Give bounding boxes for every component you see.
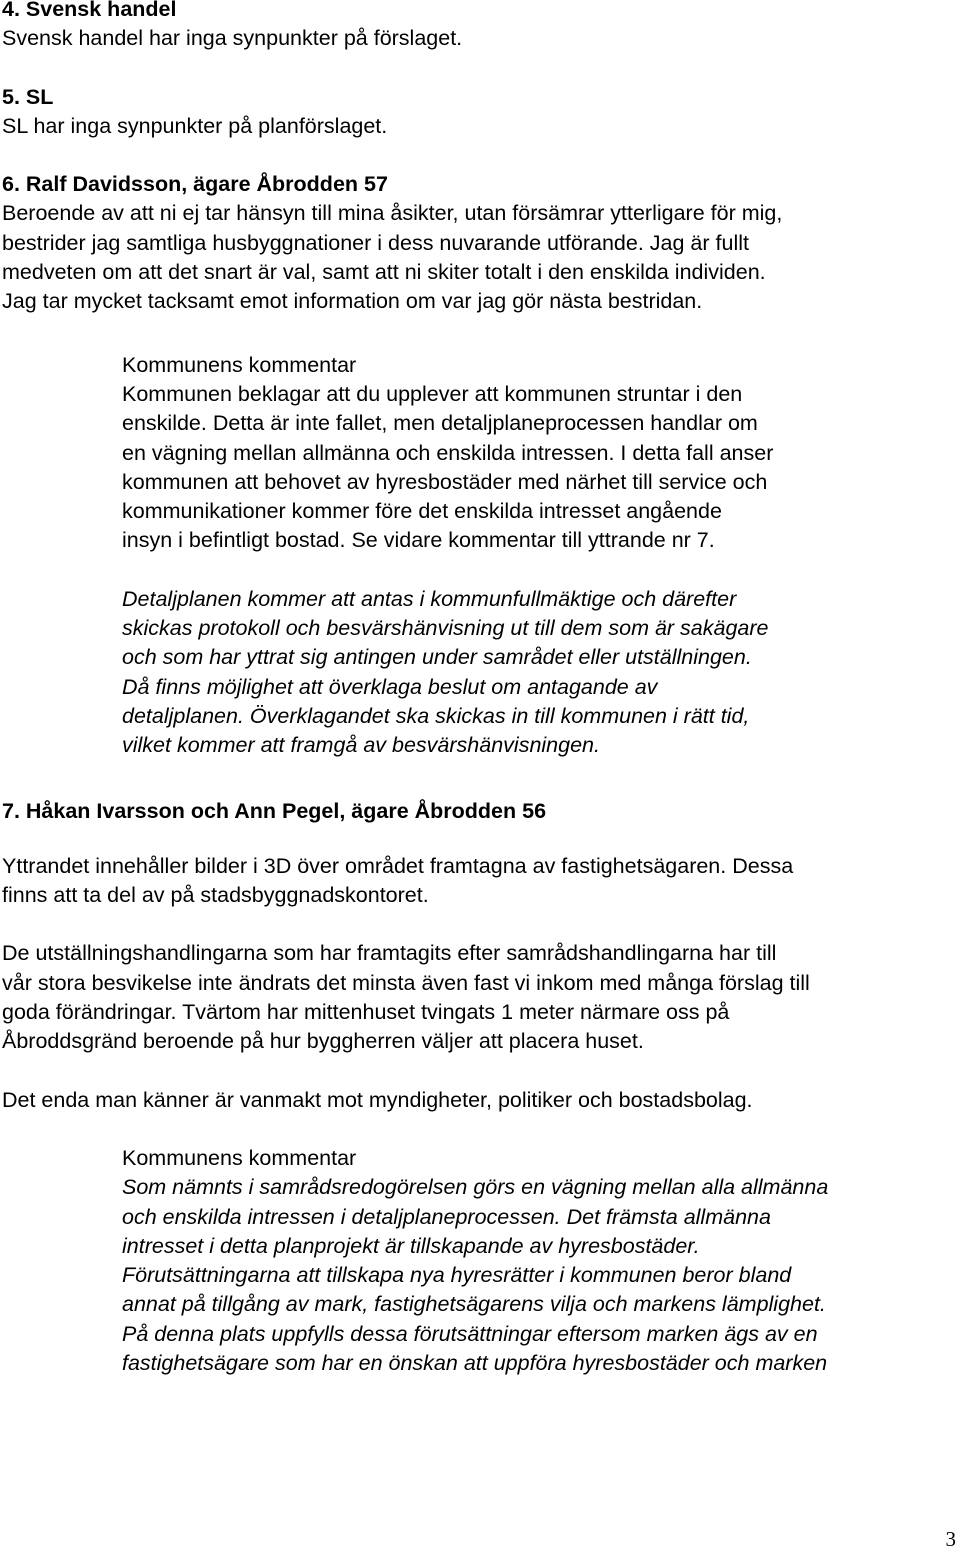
comment-line: kommunikationer kommer före det enskilda intresset angående — [122, 499, 722, 524]
page-number: 3 — [945, 1527, 956, 1551]
appeal-line: Detaljplanen kommer att antas i kommunfullmäktige och därefter — [122, 586, 737, 611]
statement-line: Yttrandet innehåller bilder i 3D över området framtagna av fastighetsägaren. Dessa — [2, 853, 794, 878]
comment-line: På denna plats uppfylls dessa förutsättningar eftersom marken ägs av en — [122, 1321, 818, 1346]
municipal-comment-6 — [122, 351, 958, 761]
comment-body — [122, 1173, 958, 1378]
statement-line: goda förändringar. Tvärtom har mittenhuset tvingats 1 meter närmare oss på — [2, 1000, 730, 1025]
statement-line: De utställningshandlingarna som har framtagits efter samrådshandlingarna har till — [2, 941, 777, 966]
comment-heading: Kommunens kommentar — [122, 352, 357, 377]
comment-line: Förutsättningarna att tillskapa nya hyresrätter i kommunen beror bland — [122, 1263, 792, 1288]
comment-line: enskilde. Detta är inte fallet, men detaljplaneprocessen handlar om — [122, 411, 758, 436]
statement-7-paragraph-1 — [2, 852, 958, 911]
section-text-sl: SL har inga synpunkter på planförslaget. — [2, 113, 388, 138]
statement-line: Beroende av att ni ej tar hänsyn till mina åsikter, utan försämrar ytterligare för mig, — [2, 201, 783, 226]
appeal-line: detaljplanen. Överklagandet ska skickas in till kommunen i rätt tid, — [122, 703, 750, 728]
appeal-line: och som har yttrat sig antingen under samrådet eller utställningen. — [122, 645, 752, 670]
comment-line: Kommunen beklagar att du upplever att kommunen struntar i den — [122, 381, 743, 406]
statement-ralf-davidsson — [2, 199, 958, 316]
section-heading-sl: 5. SL — [2, 84, 54, 109]
statement-line: Jag tar mycket tacksamt emot information om var jag gör nästa bestridan. — [2, 289, 703, 314]
municipal-comment-7 — [122, 1144, 958, 1378]
section-heading-hakan-ivarsson: 7. Håkan Ivarsson och Ann Pegel, ägare Åbrodden 56 — [2, 798, 547, 823]
section-heading-ralf-davidsson: 6. Ralf Davidsson, ägare Åbrodden 57 — [2, 172, 388, 197]
comment-heading: Kommunens kommentar — [122, 1145, 357, 1170]
document-page — [2, 0, 958, 1378]
comment-line: annat på tillgång av mark, fastighetsägarens vilja och markens lämplighet. — [122, 1292, 826, 1317]
appeal-line: Då finns möjlighet att överklaga beslut om antagande av — [122, 674, 658, 699]
section-heading-svensk-handel: 4. Svensk handel — [2, 0, 177, 21]
section-text-svensk-handel: Svensk handel har inga synpunkter på förslaget. — [2, 26, 463, 51]
comment-line: intresset i detta planprojekt är tillskapande av hyresbostäder. — [122, 1233, 700, 1258]
comment-line: fastighetsägare som har en önskan att uppföra hyresbostäder och marken — [122, 1350, 828, 1375]
comment-line: en vägning mellan allmänna och enskilda intressen. I detta fall anser — [122, 440, 774, 465]
statement-line: vår stora besvikelse inte ändrats det minsta även fast vi inkom med många förslag till — [2, 970, 810, 995]
statement-7-paragraph-2 — [2, 939, 958, 1056]
comment-line: och enskilda intressen i detaljplaneprocessen. Det främsta allmänna — [122, 1204, 771, 1229]
appeal-line: vilket kommer att framgå av besvärshänvisningen. — [122, 733, 600, 758]
appeal-line: skickas protokoll och besvärshänvisning ut till dem som är sakägare — [122, 616, 769, 641]
comment-line: insyn i befintligt bostad. Se vidare kommentar till yttrande nr 7. — [122, 528, 715, 553]
appeal-information — [122, 585, 958, 761]
statement-line: finns att ta del av på stadsbyggnadskontoret. — [2, 883, 429, 908]
comment-line: kommunen att behovet av hyresbostäder med närhet till service och — [122, 469, 768, 494]
statement-line: Åbroddsgränd beroende på hur byggherren väljer att placera huset. — [2, 1029, 644, 1054]
statement-7-paragraph-3: Det enda man känner är vanmakt mot myndigheter, politiker och bostadsbolag. — [2, 1087, 753, 1112]
statement-line: medveten om att det snart är val, samt att ni skiter totalt i den enskilda individen. — [2, 260, 766, 285]
statement-line: bestrider jag samtliga husbyggnationer i dess nuvarande utförande. Jag är fullt — [2, 230, 749, 255]
comment-line: Som nämnts i samrådsredogörelsen görs en vägning mellan alla allmänna — [122, 1175, 829, 1200]
